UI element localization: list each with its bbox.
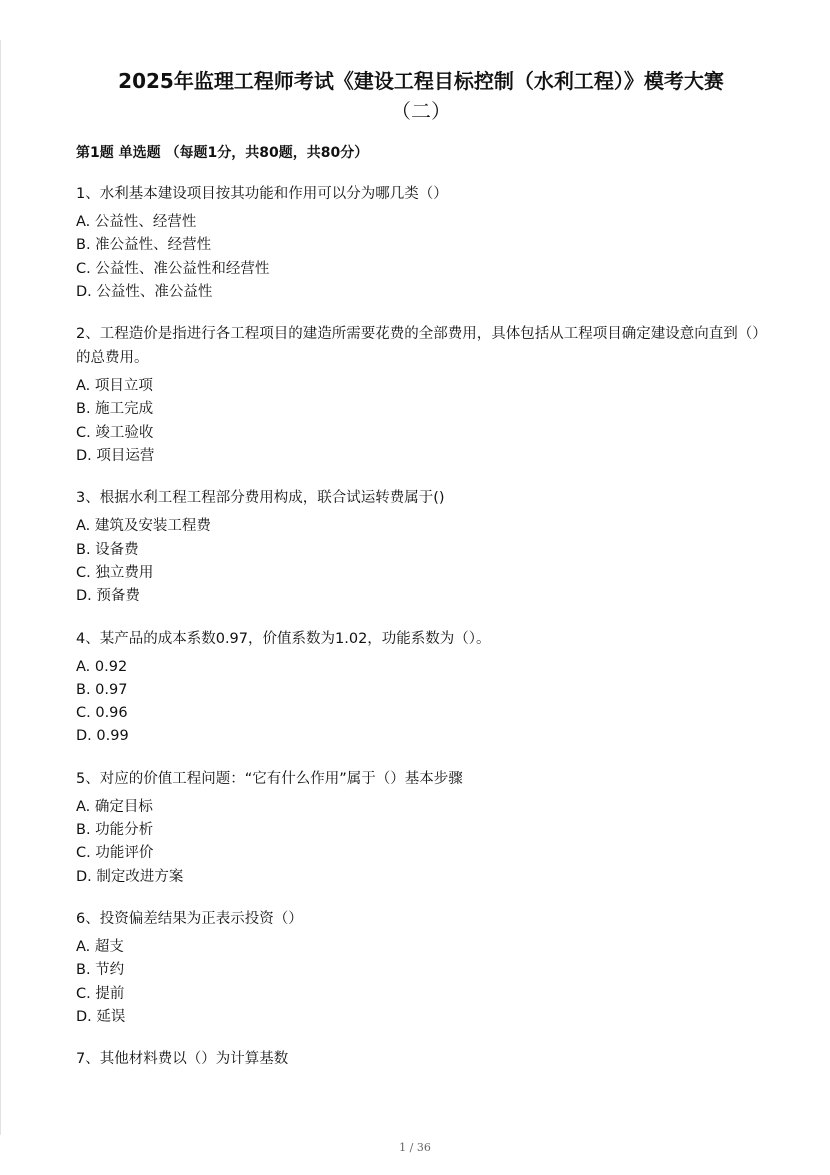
answer-option: D. 预备费 bbox=[76, 588, 140, 605]
answer-option: A. 项目立项 bbox=[76, 378, 153, 395]
question-item bbox=[76, 182, 766, 304]
answer-option: C. 独立费用 bbox=[76, 564, 154, 581]
answer-option: B. 0.97 bbox=[76, 681, 128, 698]
page-indicator: 1 / 36 bbox=[399, 1141, 431, 1154]
answer-option: B. 施工完成 bbox=[76, 401, 154, 418]
question-item bbox=[76, 486, 766, 608]
question-item bbox=[76, 907, 766, 1029]
question-item bbox=[76, 1047, 766, 1071]
answer-option: A. 公益性、经营性 bbox=[76, 214, 197, 230]
question-item bbox=[76, 627, 766, 749]
question-text: 2、工程造价是指进行各工程项目的建造所需要花费的全部费用，具体包括从工程项目确定建设意向直到（）的总费用。 bbox=[76, 326, 760, 367]
answer-option: C. 0.96 bbox=[76, 705, 128, 722]
answer-option: B. 准公益性、经营性 bbox=[76, 237, 212, 254]
option-list bbox=[76, 211, 766, 304]
answer-option: D. 项目运营 bbox=[76, 448, 155, 465]
answer-option: C. 功能评价 bbox=[76, 845, 154, 862]
answer-option: D. 制定改进方案 bbox=[76, 868, 184, 885]
answer-option: C. 竣工验收 bbox=[76, 424, 154, 441]
question-text: 1、水利基本建设项目按其功能和作用可以分为哪几类（） bbox=[76, 186, 448, 202]
answer-option: A. 建筑及安装工程费 bbox=[76, 518, 211, 535]
option-list bbox=[76, 375, 766, 468]
answer-option: B. 节约 bbox=[76, 962, 125, 979]
page-left-border bbox=[0, 40, 1, 1135]
answer-option: B. 设备费 bbox=[76, 541, 139, 558]
option-list bbox=[76, 936, 766, 1029]
question-item bbox=[76, 767, 766, 889]
question-text: 6、投资偏差结果为正表示投资（） bbox=[76, 910, 303, 927]
answer-option: C. 提前 bbox=[76, 985, 125, 1002]
title-line-1: 2025年监理工程师考试《建设工程目标控制（水利工程）》模考大赛 bbox=[118, 69, 724, 93]
question-item bbox=[76, 322, 766, 468]
document-body bbox=[76, 66, 766, 1071]
title-line-2: （二） bbox=[391, 99, 451, 123]
answer-option: B. 功能分析 bbox=[76, 822, 154, 839]
answer-option: A. 确定目标 bbox=[76, 798, 153, 815]
section-heading: 第1题 单选题 （每题1分，共80题，共80分） bbox=[76, 145, 369, 161]
option-list bbox=[76, 656, 766, 749]
question-text: 7、其他材料费以（）为计算基数 bbox=[76, 1051, 289, 1068]
document-title bbox=[76, 66, 766, 126]
answer-option: C. 公益性、准公益性和经营性 bbox=[76, 260, 270, 277]
question-list bbox=[76, 182, 766, 1071]
question-text: 5、对应的价值工程问题：“它有什么作用”属于（）基本步骤 bbox=[76, 770, 463, 787]
answer-option: D. 延误 bbox=[76, 1008, 126, 1025]
answer-option: D. 公益性、准公益性 bbox=[76, 283, 213, 300]
answer-option: A. 超支 bbox=[76, 938, 124, 955]
question-text: 3、根据水利工程工程部分费用构成，联合试运转费属于() bbox=[76, 490, 445, 507]
option-list bbox=[76, 796, 766, 889]
answer-option: D. 0.99 bbox=[76, 728, 129, 745]
answer-option: A. 0.92 bbox=[76, 658, 128, 675]
question-text: 4、某产品的成本系数0.97，价值系数为1.02，功能系数为（）。 bbox=[76, 630, 491, 647]
option-list bbox=[76, 515, 766, 608]
